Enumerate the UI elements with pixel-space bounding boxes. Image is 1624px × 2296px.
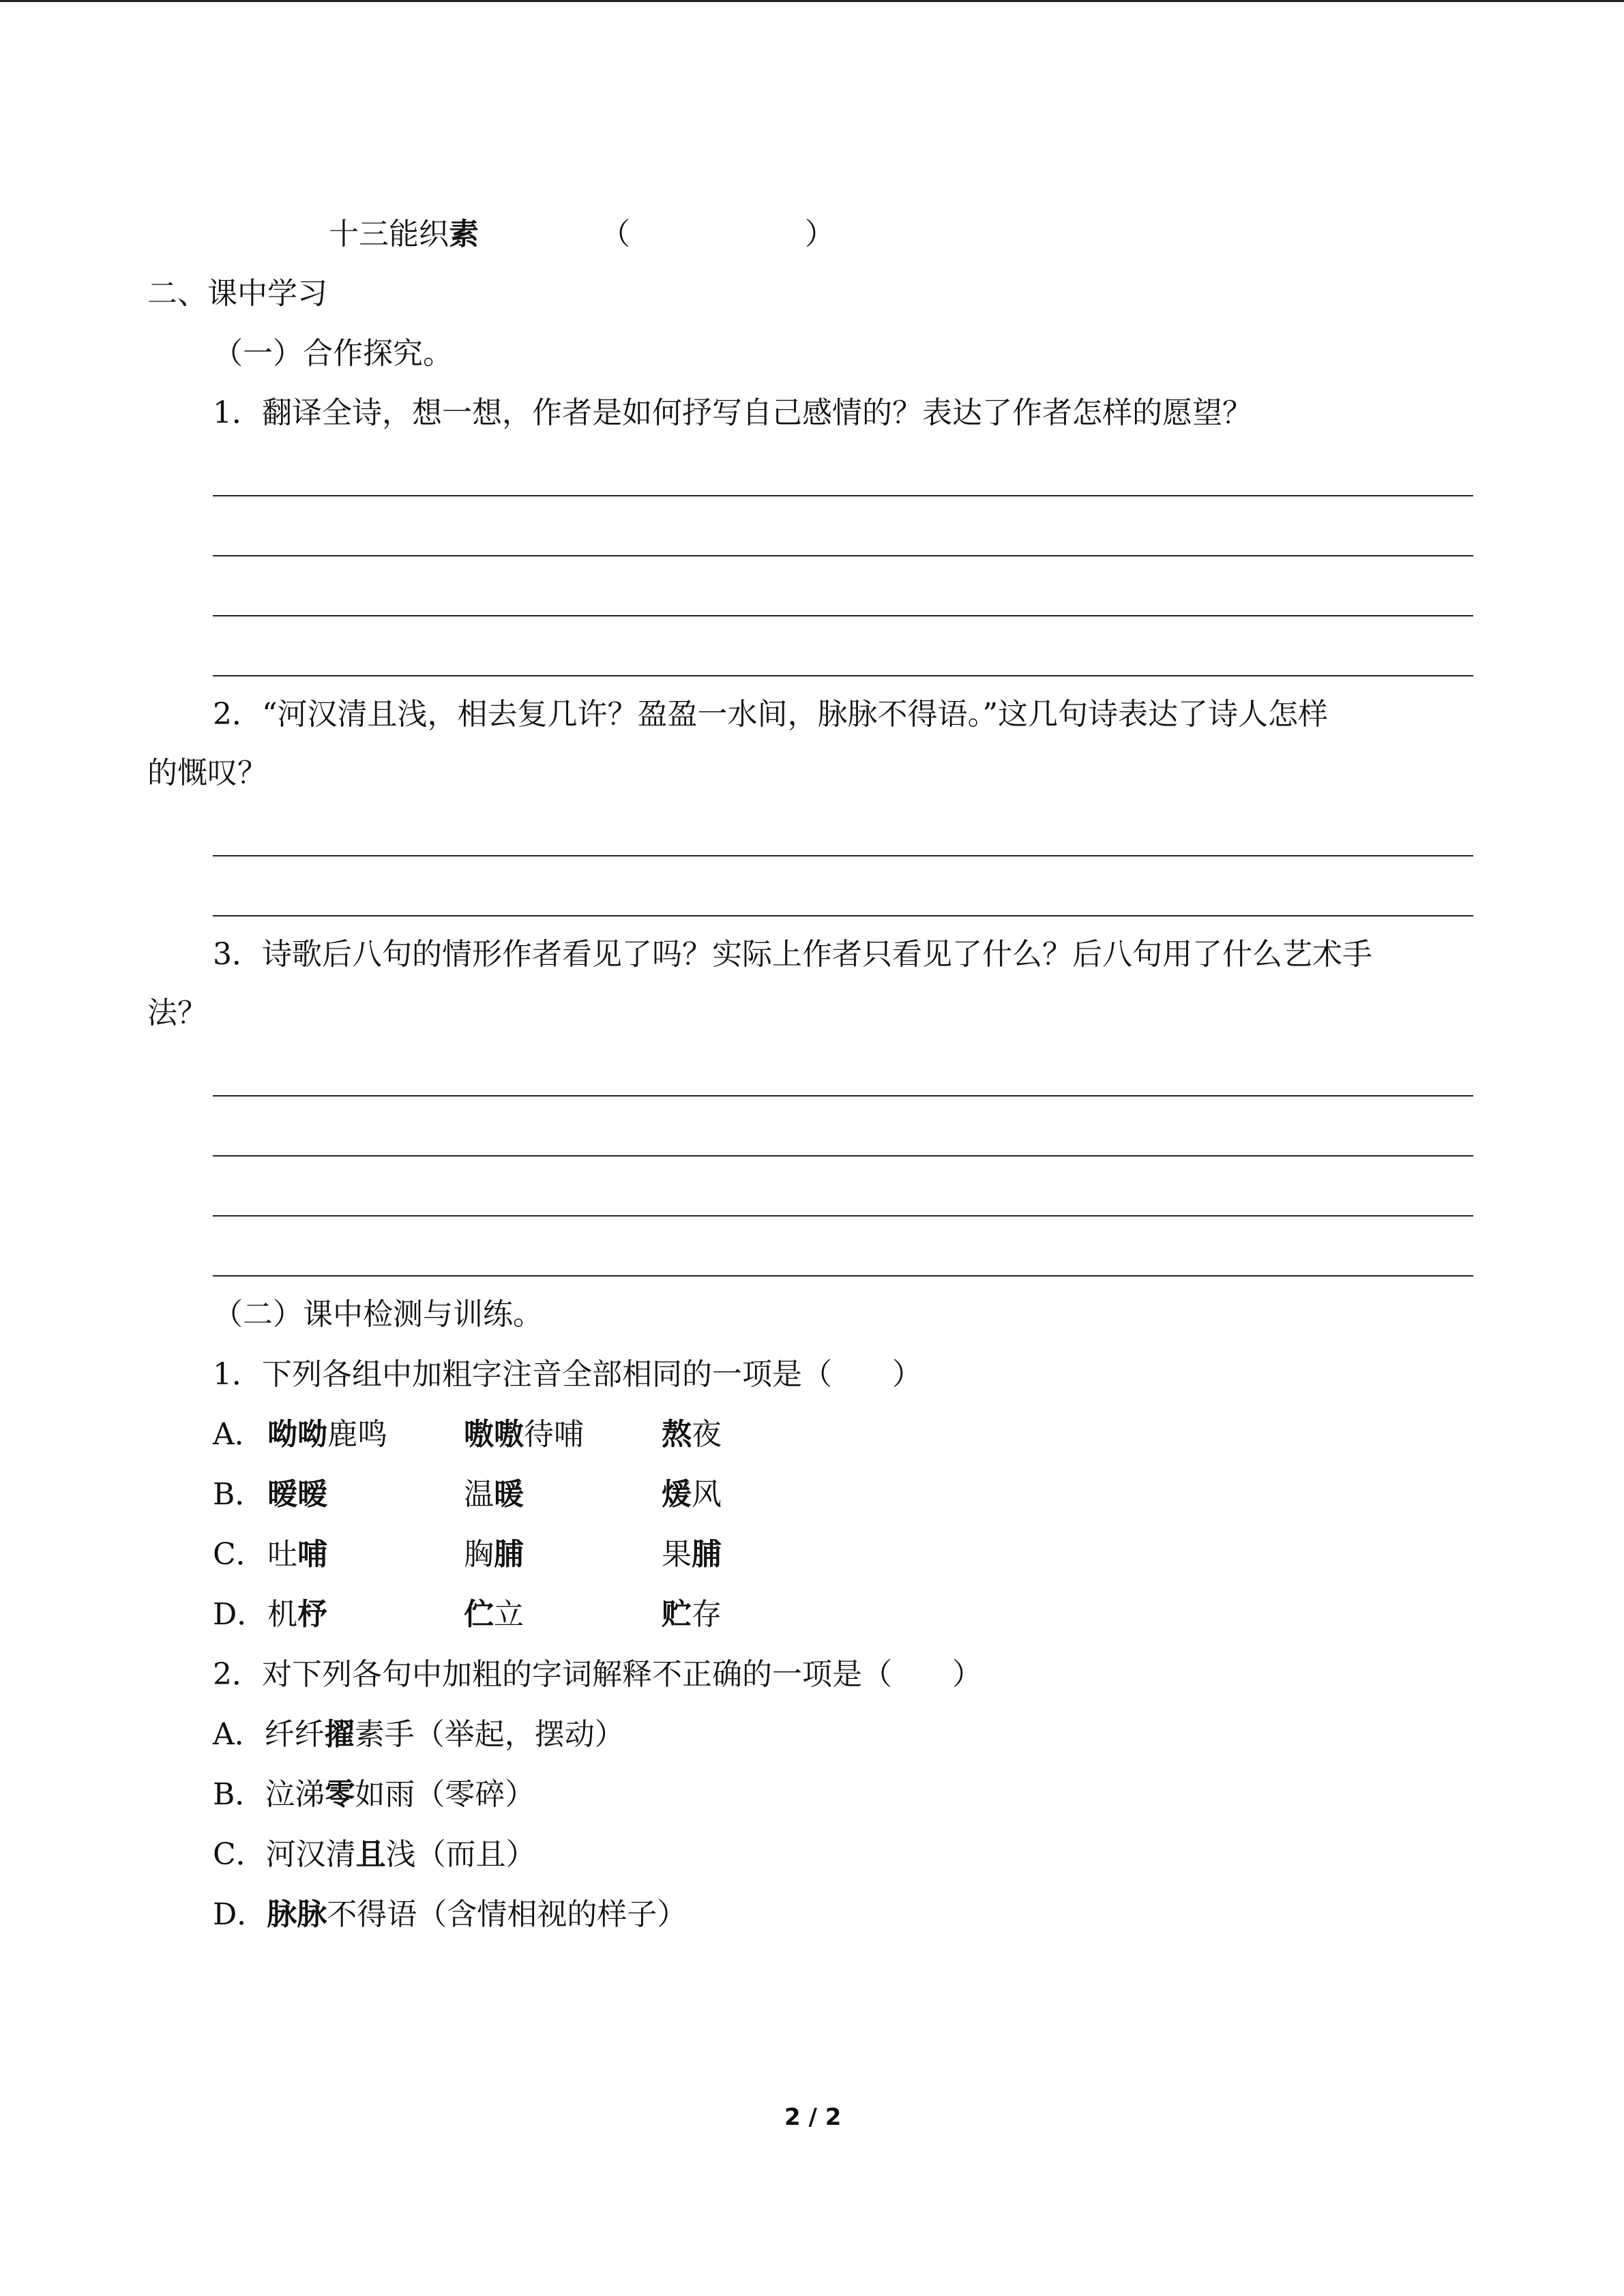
question-2-line2: 的慨叹？: [147, 756, 267, 790]
page-top-border: [0, 0, 1624, 2]
question-3-line2: 法？: [147, 996, 207, 1030]
mc1-stem: 1．下列各组中加粗字注音全部相同的一项是（ ）: [213, 1357, 922, 1392]
answer-line[interactable]: [213, 675, 1473, 676]
option-label: D．: [213, 1597, 267, 1632]
question-1: 1．翻译全诗，想一想，作者是如何抒写自己感情的？表达了作者怎样的愿望？: [213, 396, 1252, 430]
question-3-line1: 3．诗歌后八句的情形作者看见了吗？实际上作者只看见了什么？后八句用了什么艺术手: [213, 937, 1372, 972]
option-label: B．: [213, 1477, 265, 1512]
subsection-2-heading: （二）课中检测与训练。: [213, 1297, 543, 1332]
option-label: C．: [213, 1537, 266, 1572]
question-2-line1: 2．“河汉清且浅，相去复几许？盈盈一水间，脉脉不得语。”这几句诗表达了诗人怎样: [213, 697, 1328, 732]
answer-line[interactable]: [213, 495, 1473, 496]
answer-line[interactable]: [213, 615, 1473, 616]
mc2-option-a[interactable]: A．纤纤擢素手（举起，摆动）: [213, 1717, 625, 1752]
mc1-option-d[interactable]: D． 机杼 伫立 贮存: [213, 1597, 722, 1632]
prev-item-paren-open: （: [600, 217, 630, 252]
prev-item-text: 十三能织素: [329, 217, 479, 252]
section-heading: 二、课中学习: [147, 276, 327, 311]
answer-line[interactable]: [213, 1275, 1473, 1277]
mc1-option-b[interactable]: B． 暧暧 温暖 煖风: [213, 1477, 722, 1512]
answer-line[interactable]: [213, 915, 1473, 916]
mc1-option-c[interactable]: C． 吐哺 胸脯 果脯: [213, 1537, 722, 1572]
mc1-option-a[interactable]: A． 呦呦鹿鸣 嗷嗷待哺 熬夜: [213, 1417, 722, 1452]
option-label: A．: [213, 1417, 265, 1452]
answer-line[interactable]: [213, 555, 1473, 556]
answer-line[interactable]: [213, 1215, 1473, 1217]
answer-line[interactable]: [213, 855, 1473, 856]
answer-line[interactable]: [213, 1155, 1473, 1157]
mc2-option-c[interactable]: C．河汉清且浅（而且）: [213, 1837, 536, 1872]
mc2-option-d[interactable]: D．脉脉不得语（含情相视的样子）: [213, 1897, 688, 1932]
mc2-option-b[interactable]: B．泣涕零如雨（零碎）: [213, 1777, 535, 1812]
page-number: 2 / 2: [784, 2104, 842, 2131]
mc2-stem: 2．对下列各句中加粗的字词解释不正确的一项是（ ）: [213, 1657, 982, 1692]
prev-item-paren-close: ）: [805, 217, 835, 252]
answer-line[interactable]: [213, 1095, 1473, 1097]
subsection-1-heading: （一）合作探究。: [213, 336, 453, 371]
